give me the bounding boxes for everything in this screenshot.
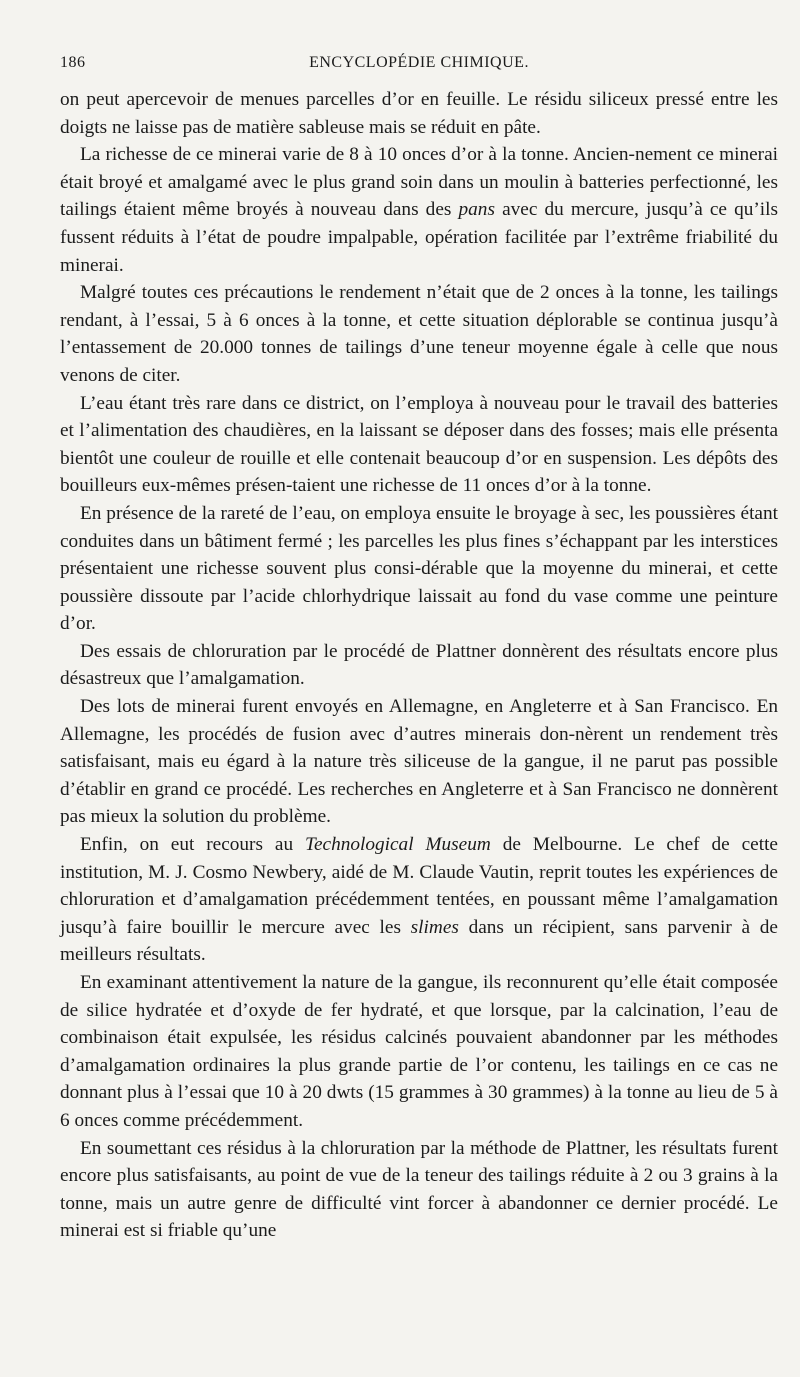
paragraph-1: on peut apercevoir de menues parcelles d’or en feuille. Le résidu siliceux pressé entre les doigts ne laisse pas de matière sableuse mais se réduit en pâte.	[60, 89, 778, 138]
paragraph-8: Enfin, on eut recours au Technological Museum de Melbourne. Le chef de cette institution, M. J. Cosmo Newbery, aidé de M. Claude Vautin, reprit toutes les expériences de chloruration et d’amalgamation précédemment tentées, en poussant même l’amalgamation jusqu’à faire bouillir le mercure avec les slimes dans un récipient, sans parvenir à de meilleurs résultats.	[60, 834, 778, 966]
paragraph-7: Des lots de minerai furent envoyés en Allemagne, en Angleterre et à San Francisco. En Allemagne, les procédés de fusion avec d’autres minerais don-nèrent un rendement très satisfaisant, mais eu égard à la nature très siliceuse de la gangue, il ne parut pas possible d’établir en grand ce procédé. Les recherches en Angleterre et à San Francisco ne donnèrent pas mieux la solution du problème.	[60, 696, 778, 828]
running-head	[60, 54, 778, 78]
paragraph-4: L’eau étant très rare dans ce district, on l’employa à nouveau pour le travail des batteries et l’alimentation des chaudières, en la laissant se déposer dans des fosses; mais elle présenta bientôt une couleur de rouille et elle contenait beaucoup d’or en suspension. Les dépôts des bouilleurs eux-mêmes présen-taient une richesse de 11 onces d’or à la tonne.	[60, 392, 778, 497]
paragraph-5: En présence de la rareté de l’eau, on employa ensuite le broyage à sec, les poussières étant conduites dans un bâtiment fermé ; les parcelles les plus fines s’échappant par les interstices présentaient une richesse souvent plus consi-dérable que la moyenne du minerai, et cette poussière dissoute par l’acide chlorhydrique laissait au fond du vase comme une peinture d’or.	[60, 502, 778, 635]
paragraph-10: En soumettant ces résidus à la chloruration par la méthode de Plattner, les résultats furent encore plus satisfaisants, au point de vue de la teneur des tailings réduite à 2 ou 3 grains à la tonne, mais un autre genre de difficulté vint forcer à abandonner ce dernier procédé. Le minerai est si friable qu’une	[60, 1137, 778, 1242]
paragraph-6: Des essais de chloruration par le procédé de Plattner donnèrent des résultats encore plus désastreux que l’amalgamation.	[60, 640, 778, 690]
paragraph-2: La richesse de ce minerai varie de 8 à 10 onces d’or à la tonne. Ancien-nement ce minerai était broyé et amalgamé avec le plus grand soin dans un moulin à batteries perfectionné, les tailings étaient même broyés à nouveau dans des pans avec du mercure, jusqu’à ce qu’ils fussent réduits à l’état de poudre impalpable, opération facilitée par l’extrême friabilité du minerai.	[60, 144, 779, 276]
italic-term-pans: pans	[458, 199, 495, 221]
paragraph-3: Malgré toutes ces précautions le rendement n’était que de 2 onces à la tonne, les tailings rendant, à l’essai, 5 à 6 onces à la tonne, et cette situation déplorable se continua jusqu’à l’entassement de 20.000 tonnes de tailings d’une teneur moyenne égale à celle que nous venons de citer.	[60, 282, 778, 386]
running-title: ENCYCLOPÉDIE CHIMIQUE.	[309, 54, 529, 71]
italic-term-slimes: slimes	[410, 916, 459, 938]
page-number: 186	[60, 54, 86, 71]
italic-term-museum: Technological Museum	[305, 834, 491, 856]
paragraph-9: En examinant attentivement la nature de la gangue, ils reconnurent qu’elle était composée de silice hydratée et d’oxyde de fer hydraté, et que lorsque, par la calcination, l’eau de combinaison était expulsée, les résidus calcinés pouvaient abandonner par les méthodes d’amalgamation ordinaires la plus grande partie de l’or contenu, les tailings en ce cas ne donnant plus à l’essai que 10 à 20 dwts (15 grammes à 30 grammes) à la tonne au lieu de 5 à 6 onces comme précédemment.	[60, 972, 778, 1131]
body-text	[60, 86, 778, 1245]
